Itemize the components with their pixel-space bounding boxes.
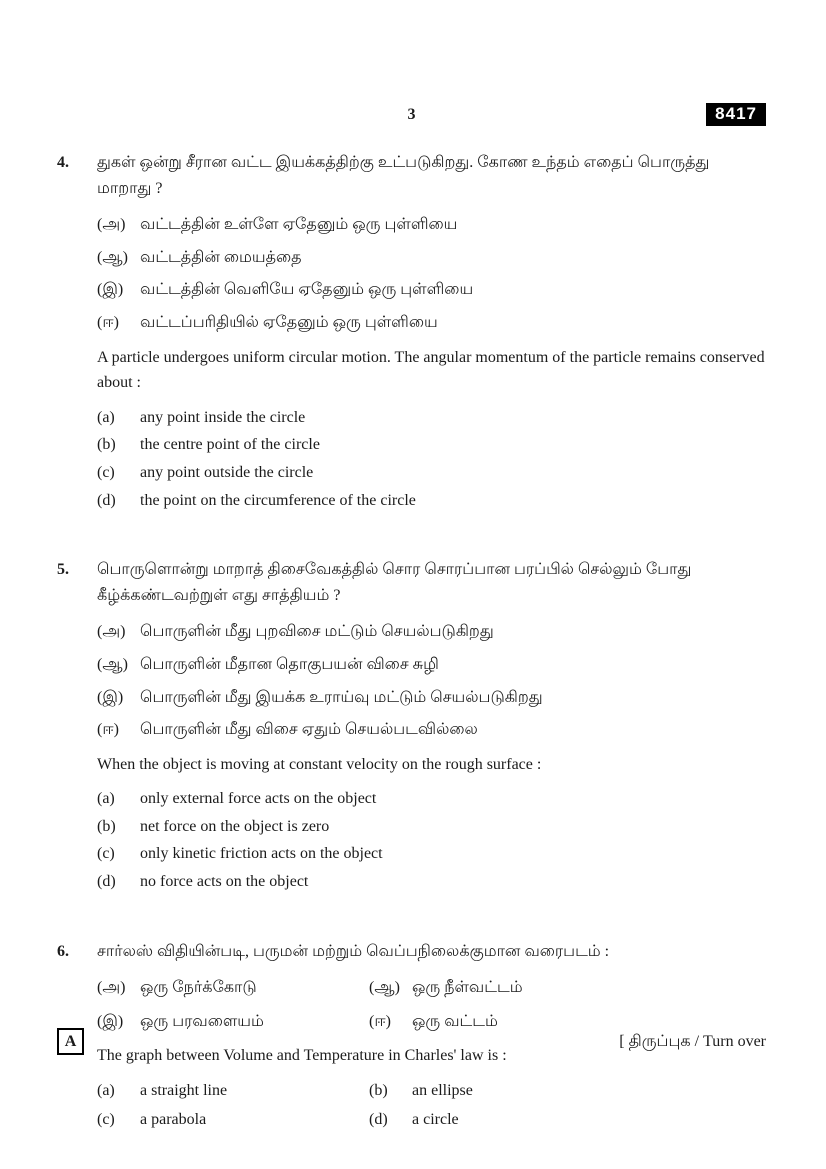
option-label: (b) [97,817,116,835]
option-text: a straight line [140,1082,228,1100]
question-number: 6. [57,942,69,960]
english-question-text: A particle undergoes uniform circular motion. The angular momentum of the particle remains conserved about : [97,348,765,392]
option-label: (ஆ) [97,655,128,673]
option-text: ஒரு பரவளையம் [140,1012,264,1030]
english-option-a [97,407,766,429]
english-option-a [97,1080,369,1102]
english-option-c [97,843,766,865]
page-number: 3 [407,106,416,123]
option-label: (இ) [97,688,124,706]
option-text: any point inside the circle [140,408,306,426]
option-text: பொருளின் மீது விசை ஏதும் செயல்படவில்லை [140,721,478,739]
option-text: வட்டப்பரிதியில் ஏதேனும் ஒரு புள்ளியை [140,313,438,331]
english-option-d [369,1109,766,1131]
option-label: (அ) [97,216,126,234]
tamil-question-text: பொருளொன்று மாறாத் திசைவேகத்தில் சொர சொரப்பான பரப்பில் செல்லும் போது கீழ்க்கண்டவற்றுள் எது சாத்தியம் ? [97,561,692,604]
tamil-option-a [97,977,369,999]
english-question-text: The graph between Volume and Temperature in Charles' law is : [97,1047,507,1065]
option-text: ஒரு நேர்க்கோடு [140,979,257,997]
english-option-d [97,490,766,512]
english-option-b [97,816,766,838]
page-header [57,106,766,130]
tamil-option-a [97,621,766,643]
tamil-options-grid [97,977,766,1032]
question-4 [57,150,766,517]
option-text: no force acts on the object [140,873,309,891]
question-body [97,150,766,517]
page-footer [57,1028,766,1055]
option-text: the centre point of the circle [140,436,320,454]
option-text: net force on the object is zero [140,817,330,835]
option-text: any point outside the circle [140,463,314,481]
question-number: 4. [57,154,69,171]
english-option-a [97,788,766,810]
option-label: (a) [97,1082,115,1100]
option-label: (ஆ) [369,979,400,997]
tamil-option-b [97,654,766,676]
option-label: (d) [97,873,116,891]
option-label: (ஆ) [97,248,128,266]
option-label: (b) [97,436,116,454]
option-label: (ஈ) [97,313,119,331]
option-text: வட்டத்தின் உள்ளே ஏதேனும் ஒரு புள்ளியை [140,216,458,234]
tamil-question-text: துகள் ஒன்று சீரான வட்ட இயக்கத்திற்கு உட்படுகிறது. கோண உந்தம் எதைப் பொருத்து மாறாது ? [97,154,710,197]
option-label: (அ) [97,979,126,997]
option-label: (c) [97,845,115,863]
option-label: (c) [97,463,115,481]
tamil-option-c [97,279,766,301]
tamil-question-text: சார்லஸ் விதியின்படி, பருமன் மற்றும் வெப்பநிலைக்குமான வரைபடம் : [97,942,610,960]
option-label: (இ) [97,1012,124,1030]
option-text: வட்டத்தின் மையத்தை [140,248,302,266]
option-label: (ஈ) [97,721,119,739]
english-option-b [369,1080,766,1102]
question-body [97,557,766,899]
english-option-b [97,434,766,456]
option-text: the point on the circumference of the circle [140,491,416,509]
english-option-d [97,871,766,893]
option-text: ஒரு நீள்வட்டம் [412,979,523,997]
english-option-c [97,462,766,484]
option-text: பொருளின் மீது புறவிசை மட்டும் செயல்படுகிறது [140,623,494,641]
option-label: (d) [97,491,116,509]
option-label: (இ) [97,281,124,299]
question-5 [57,557,766,899]
option-text: ஒரு வட்டம் [412,1012,498,1030]
option-label: (a) [97,408,115,426]
tamil-option-d [97,719,766,741]
option-text: வட்டத்தின் வெளியே ஏதேனும் ஒரு புள்ளியை [140,281,474,299]
option-text: பொருளின் மீது இயக்க உராய்வு மட்டும் செயல்படுகிறது [140,688,543,706]
tamil-option-a [97,214,766,236]
option-text: only kinetic friction acts on the object [140,845,383,863]
english-option-c [97,1109,369,1131]
option-label: (அ) [97,623,126,641]
version-badge: A [57,1028,84,1055]
option-label: (c) [97,1110,115,1128]
tamil-option-b [369,977,766,999]
option-text: only external force acts on the object [140,790,377,808]
tamil-option-b [97,247,766,269]
tamil-option-d [97,312,766,334]
option-label: (ஈ) [369,1012,391,1030]
paper-code-badge: 8417 [706,103,766,126]
turn-over-label: [ திருப்புக / Turn over [619,1032,766,1050]
option-text: பொருளின் மீதான தொகுபயன் விசை சுழி [140,655,439,673]
option-text: a parabola [140,1110,207,1128]
option-label: (b) [369,1082,388,1100]
option-label: (a) [97,790,115,808]
option-text: a circle [412,1110,459,1128]
option-text: an ellipse [412,1082,473,1100]
english-options-grid [97,1080,766,1130]
tamil-option-c [97,687,766,709]
question-number: 5. [57,561,69,579]
english-question-text: When the object is moving at constant velocity on the rough surface : [97,755,542,773]
option-label: (d) [369,1110,388,1128]
